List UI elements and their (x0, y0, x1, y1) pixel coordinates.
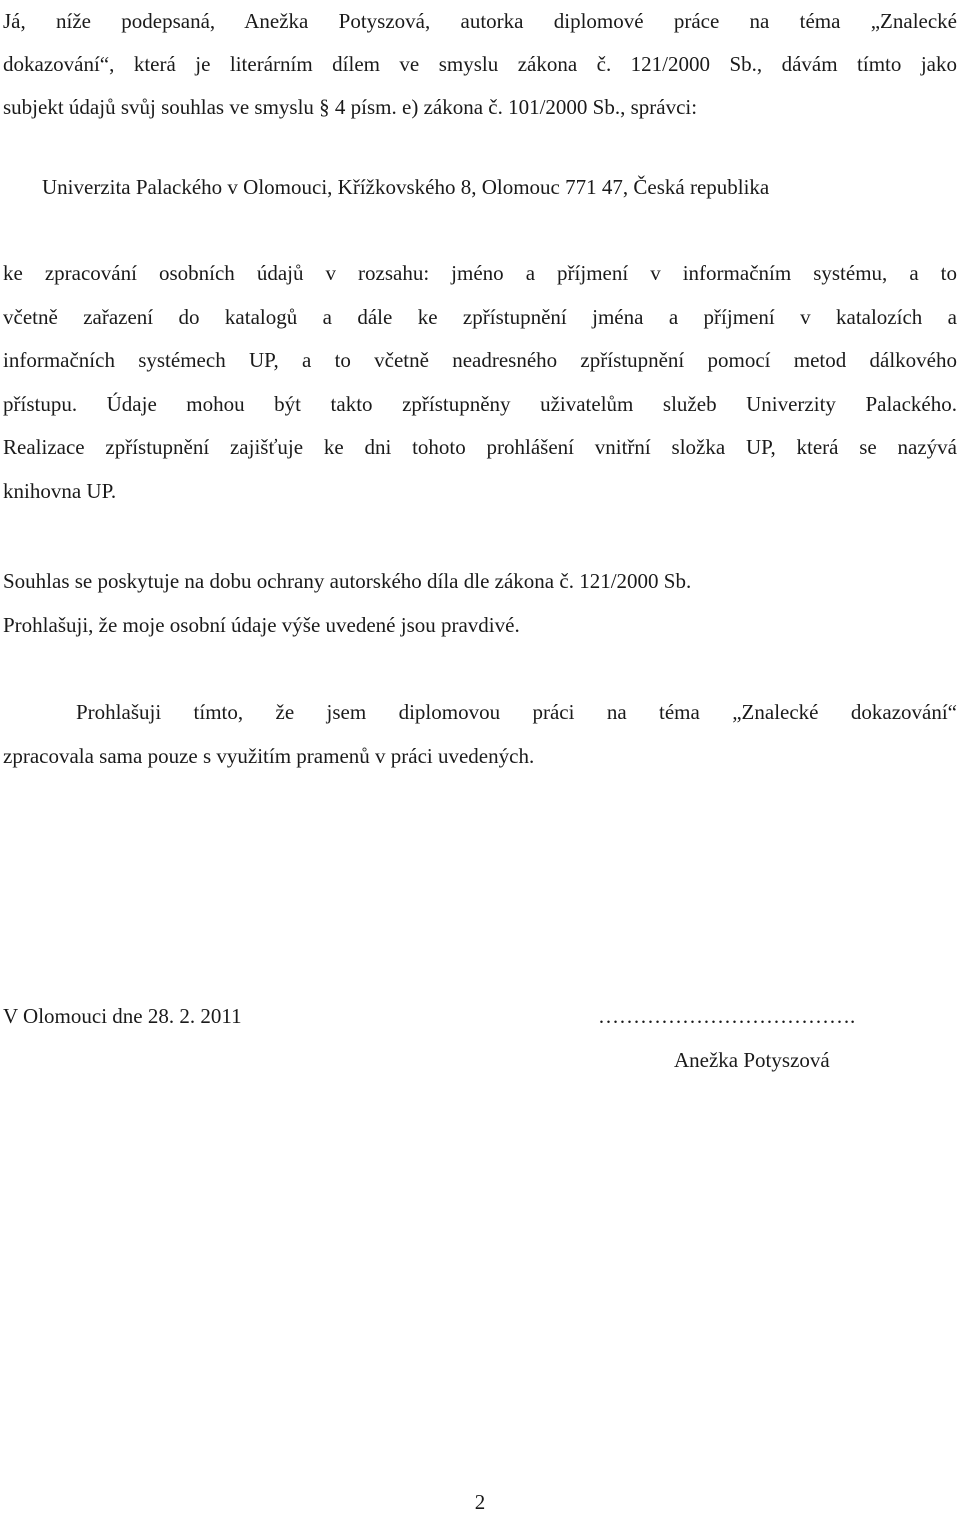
text-line: zpracovala sama pouze s využitím pramenů v práci uvedených. (3, 744, 535, 768)
administrator-address (42, 166, 942, 209)
signature-line: ………………………………. (598, 1004, 856, 1028)
consent-paragraph (3, 0, 957, 129)
declaration-paragraph (3, 690, 957, 778)
place-and-date: V Olomouci dne 28. 2. 2011 (3, 1004, 242, 1028)
page-number: 2 (474, 1490, 486, 1514)
signatory-name: Anežka Potyszová (674, 1048, 830, 1072)
duration-paragraph (3, 559, 957, 647)
text-line: včetně zařazení do katalogů a dále ke zpřístupnění jména a příjmení v katalozích a (3, 304, 957, 329)
text-line: Realizace zpřístupnění zajišťuje ke dni tohoto prohlášení vnitřní složka UP, která se nazývá (3, 435, 957, 459)
text-line: dokazování“, která je literárním dílem ve smyslu zákona č. 121/2000 Sb., dávám tímto jako (3, 52, 957, 76)
text-line: subjekt údajů svůj souhlas ve smyslu § 4 písm. e) zákona č. 101/2000 Sb., správci: (3, 95, 698, 119)
administrator-line: Univerzita Palackého v Olomouci, Křížkovského 8, Olomouc 771 47, Česká republika (42, 175, 770, 199)
text-line: přístupu. Údaje mohou být takto zpřístupněny uživatelům služeb Univerzity Palackého. (3, 391, 957, 416)
text-line: informačních systémech UP, a to včetně neadresného zpřístupnění pomocí metod dálkového (3, 348, 957, 372)
text-line: knihovna UP. (3, 478, 117, 503)
processing-paragraph (3, 252, 957, 513)
text-line: Prohlašuji tímto, že jsem diplomovou práci na téma „Znalecké dokazování“ (76, 700, 957, 724)
text-line: ke zpracování osobních údajů v rozsahu: jméno a příjmení v informačním systému, a to (3, 261, 957, 285)
text-line: Souhlas se poskytuje na dobu ochrany autorského díla dle zákona č. 121/2000 Sb. (3, 569, 692, 593)
text-line: Já, níže podepsaná, Anežka Potyszová, autorka diplomové práce na téma „Znalecké (3, 9, 957, 33)
text-line: Prohlašuji, že moje osobní údaje výše uvedené jsou pravdivé. (3, 613, 520, 637)
